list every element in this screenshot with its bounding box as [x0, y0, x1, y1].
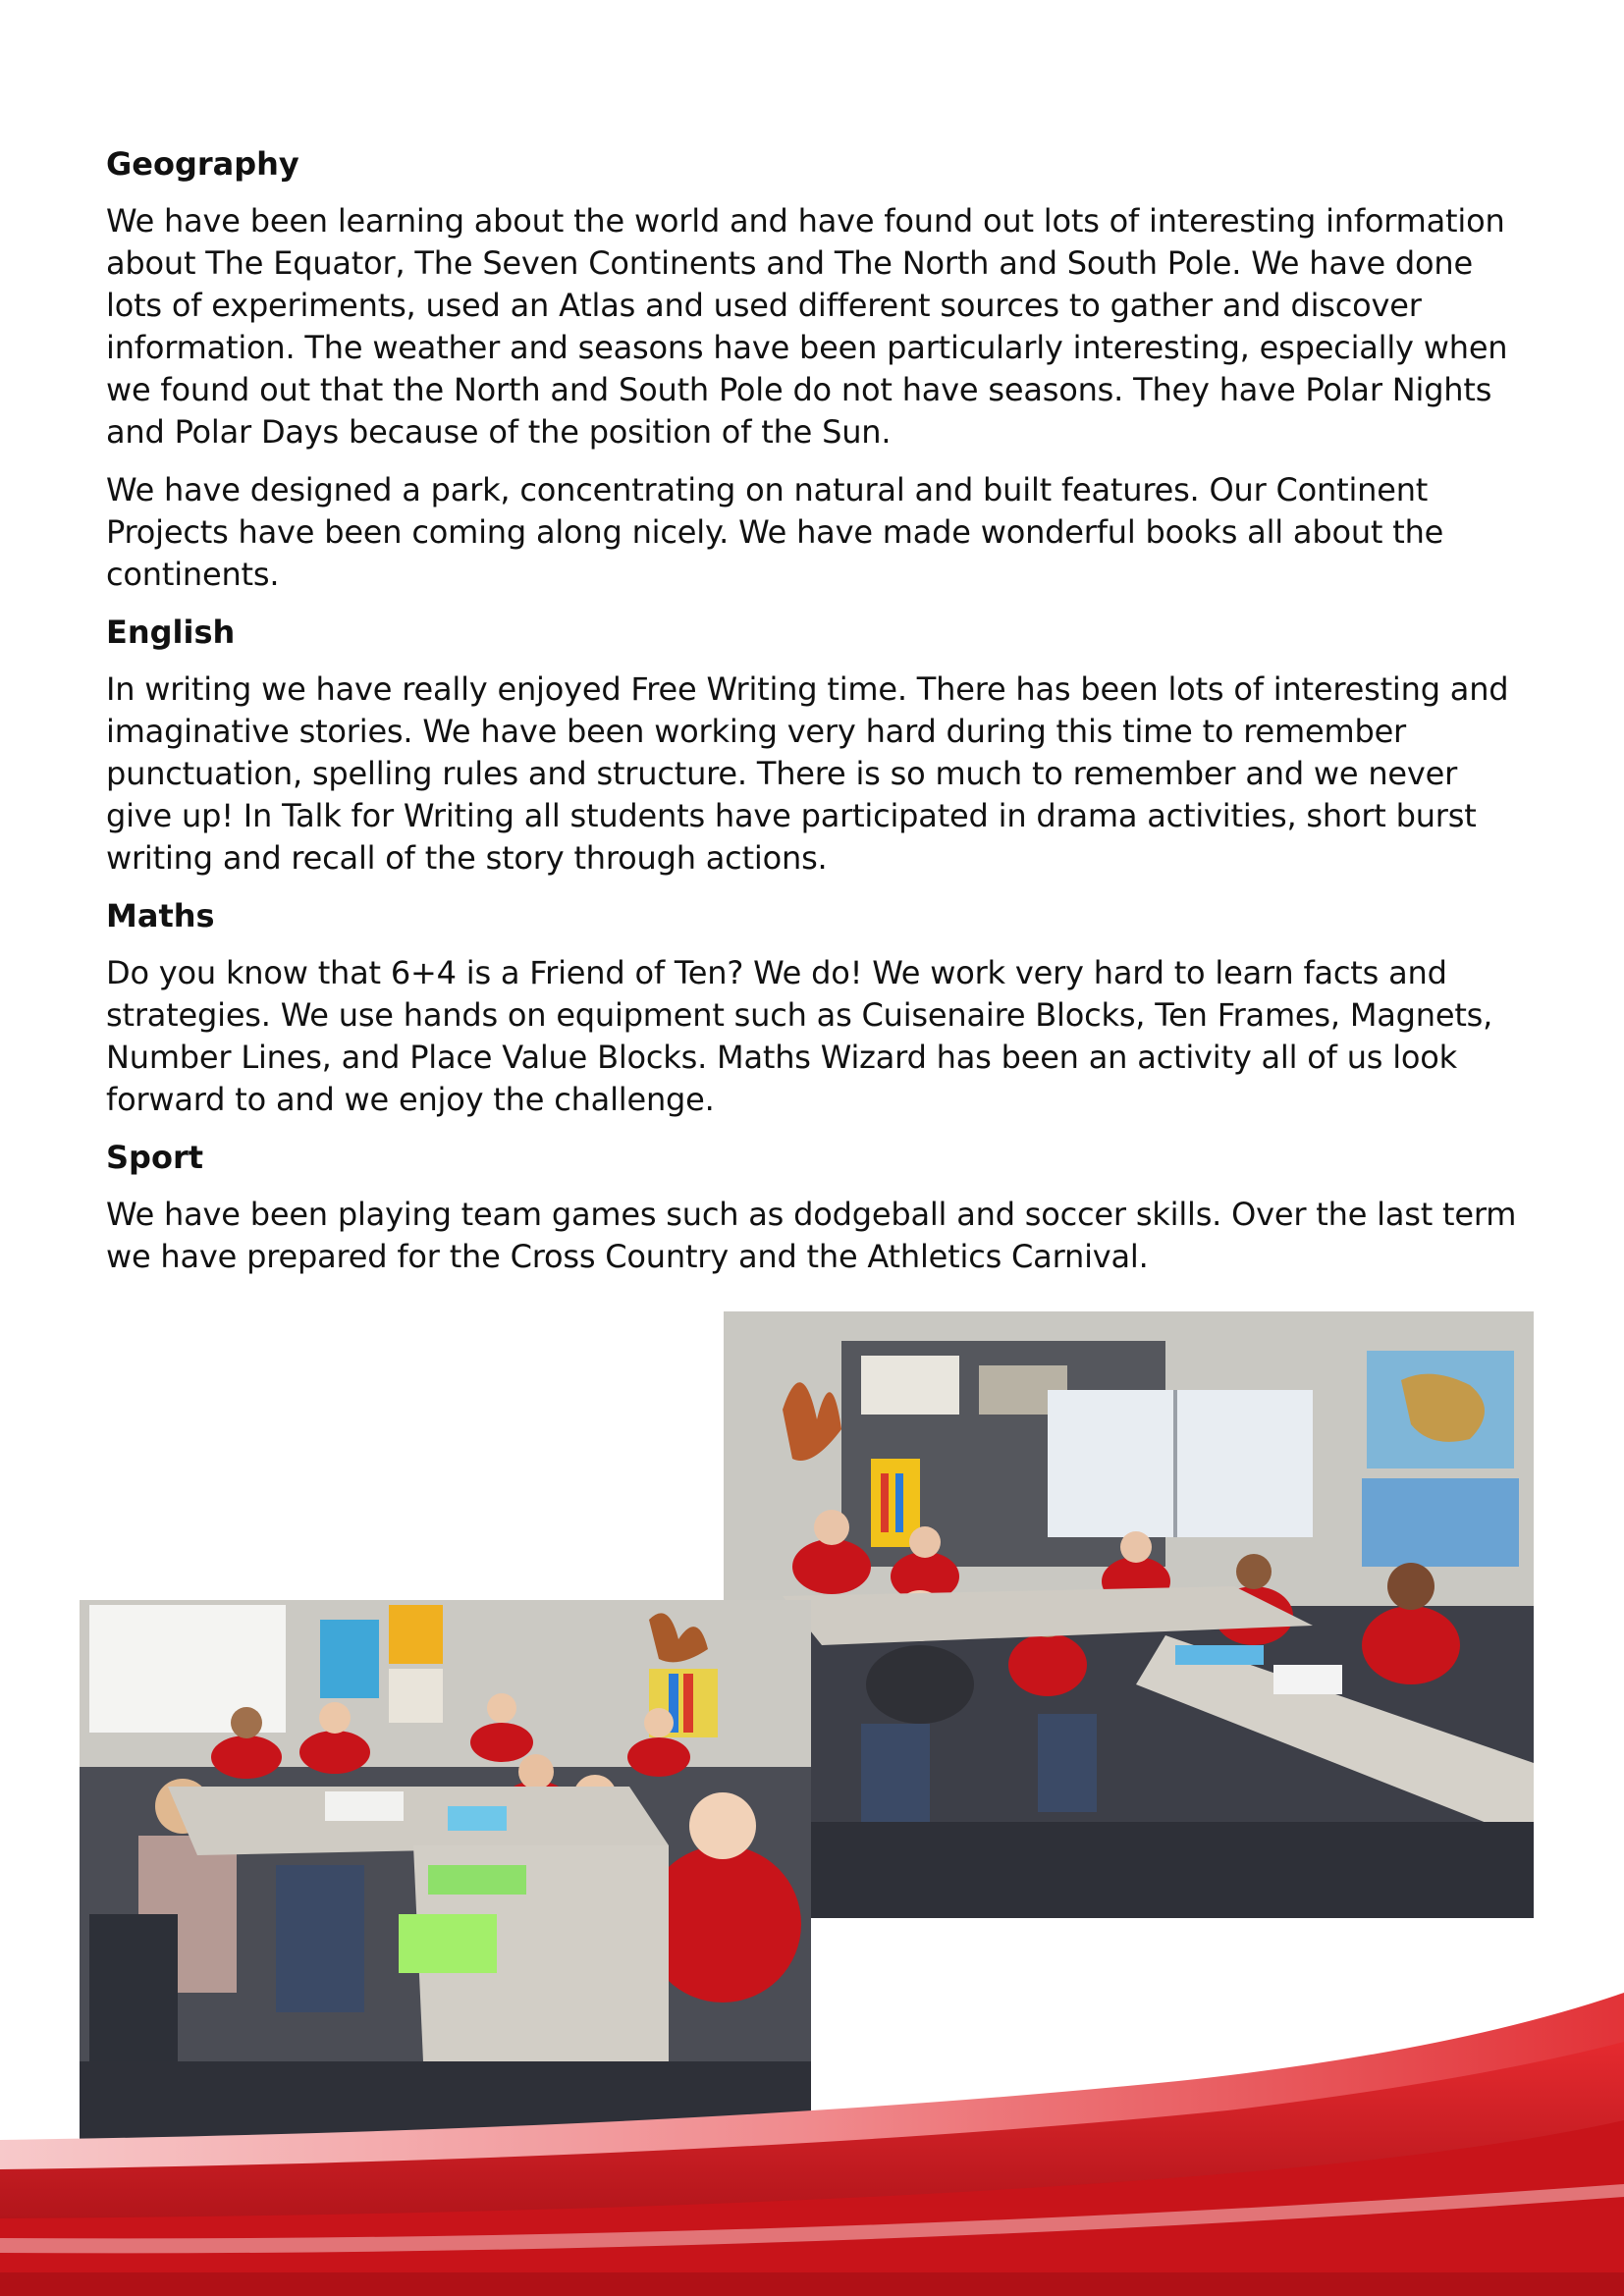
section-paragraph: We have designed a park, concentrating on natural and built features. Our Continent Projects have been coming along nicely. We have made wonderful books all about the continents. [106, 471, 1444, 593]
section-english [106, 612, 1530, 880]
section-heading: Geography [106, 145, 299, 183]
classroom-photo-right-image [724, 1311, 1534, 1918]
footer-red-wave [0, 1973, 1624, 2296]
section-sport [106, 1137, 1530, 1278]
section-paragraph: We have been learning about the world and have found out lots of interesting information about The Equator, The Seven Continents and The North and South Pole. We have done lots of experiments, used an Atlas and used different sources to gather and discover information. The weather and seasons have been particularly interesting, especially when we found out that the North and South Pole do not have seasons. They have Polar Nights and Polar Days because of the position of the Sun. [106, 202, 1508, 451]
section-heading: Sport [106, 1139, 204, 1176]
section-paragraph: In writing we have really enjoyed Free Writing time. There has been lots of interesting and imaginative stories. We have been working very hard during this time to remember punctuation, spelling rules and structure. There is so much to remember and we never give up! In Talk for Writing all students have participated in drama activities, short burst writing and recall of the story through actions. [106, 670, 1509, 877]
section-heading: Maths [106, 897, 215, 934]
section-paragraph: Do you know that 6+4 is a Friend of Ten? We do! We work very hard to learn facts and strategies. We use hands on equipment such as Cuisenaire Blocks, Ten Frames, Magnets, Number Lines, and Place Value Blocks. Maths Wizard has been an activity all of us look forward to and we enjoy the challenge. [106, 954, 1493, 1118]
section-paragraph: We have been playing team games such as dodgeball and soccer skills. Over the last term we have prepared for the Cross Country and the Athletics Carnival. [106, 1196, 1517, 1275]
section-maths [106, 895, 1530, 1121]
section-heading: English [106, 614, 236, 651]
newsletter-body [106, 143, 1530, 1294]
classroom-photo-right [724, 1311, 1534, 1918]
section-geography [106, 143, 1530, 596]
